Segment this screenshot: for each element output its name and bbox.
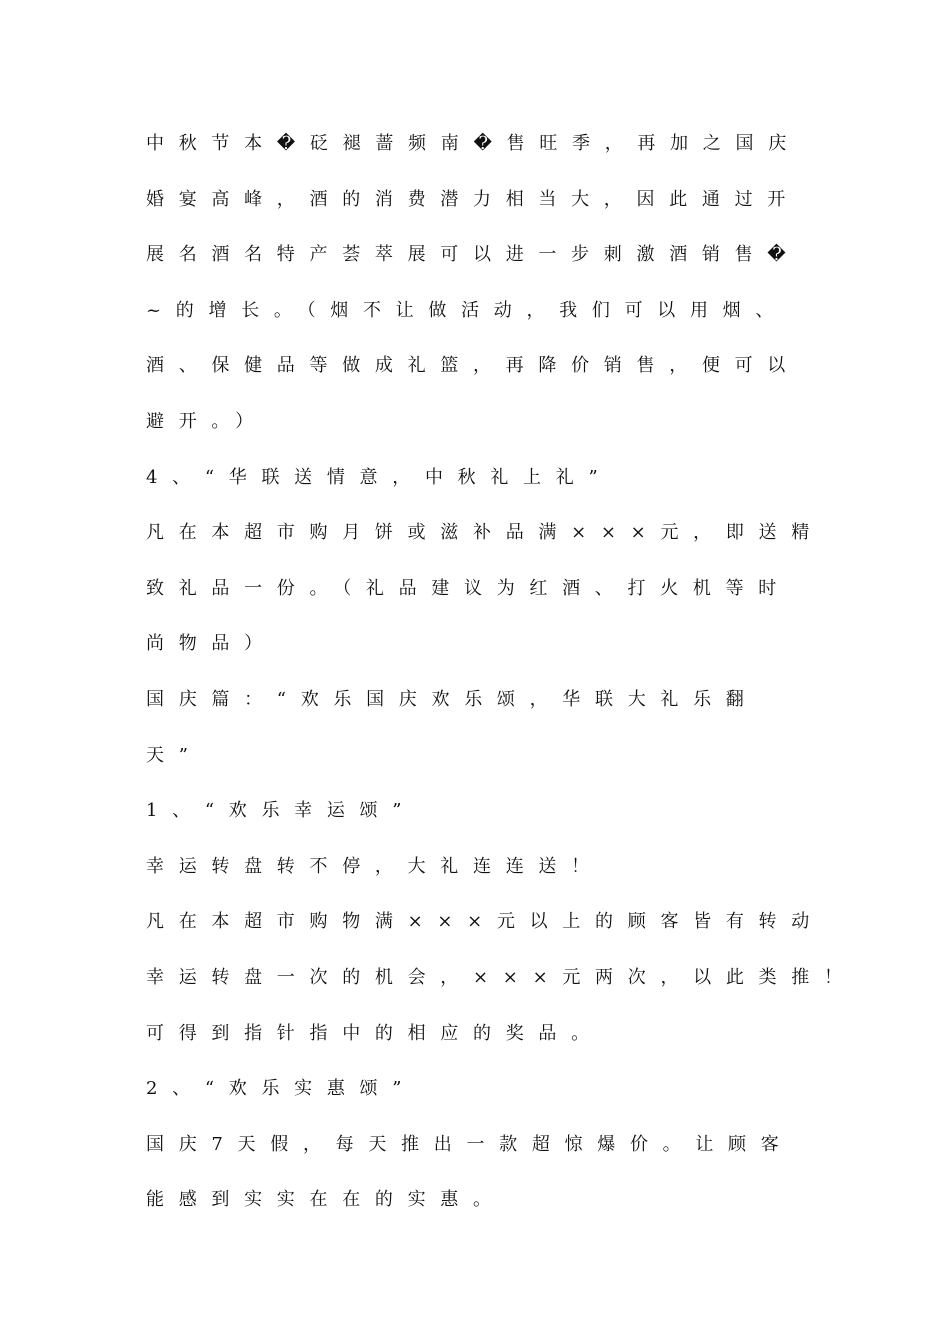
- section-heading: 1、“欢乐幸运颂”: [146, 800, 417, 822]
- section-heading: 4、“华联送情意，中秋礼上礼”: [146, 466, 613, 488]
- text-line: 酒、保健品等做成礼篮，再降价销售，便可以: [146, 355, 800, 377]
- text-line: 凡在本超市购物满×××元以上的顾客皆有转动: [146, 911, 824, 933]
- text-line: 避开。）: [146, 410, 268, 432]
- text-line: 中秋节本�砭褪蔷频南�售旺季，再加之国庆: [146, 133, 801, 154]
- text-line: 尚物品）: [146, 633, 277, 655]
- text-line: 展名酒名特产荟萃展可以进一步刺激酒销售�: [146, 244, 801, 266]
- text-line: 幸运转盘转不停，大礼连连送！: [146, 855, 604, 877]
- text-line: 能感到实实在在的实惠。: [146, 1189, 506, 1211]
- text-line: 幸运转盘一次的机会，×××元两次，以此类推！: [146, 966, 857, 988]
- text-line: 国庆7天假，每天推出一款超惊爆价。让顾客: [146, 1133, 794, 1155]
- document-body: [146, 116, 857, 1228]
- text-line: 凡在本超市购月饼或滋补品满×××元，即送精: [146, 522, 824, 544]
- text-line: 可得到指针指中的相应的奖品。: [146, 1022, 604, 1044]
- text-line: 婚宴高峰，酒的消费潜力相当大，因此通过开: [146, 188, 800, 210]
- section-heading: 2、“欢乐实惠颂”: [146, 1078, 417, 1100]
- section-heading: 国庆篇：“欢乐国庆欢乐颂，华联大礼乐翻: [146, 688, 759, 710]
- section-heading: 天”: [146, 744, 203, 766]
- text-line: ~的增长。（烟不让做活动，我们可以用烟、: [146, 299, 789, 321]
- text-line: 致礼品一份。（礼品建议为红酒、打火机等时: [146, 577, 791, 599]
